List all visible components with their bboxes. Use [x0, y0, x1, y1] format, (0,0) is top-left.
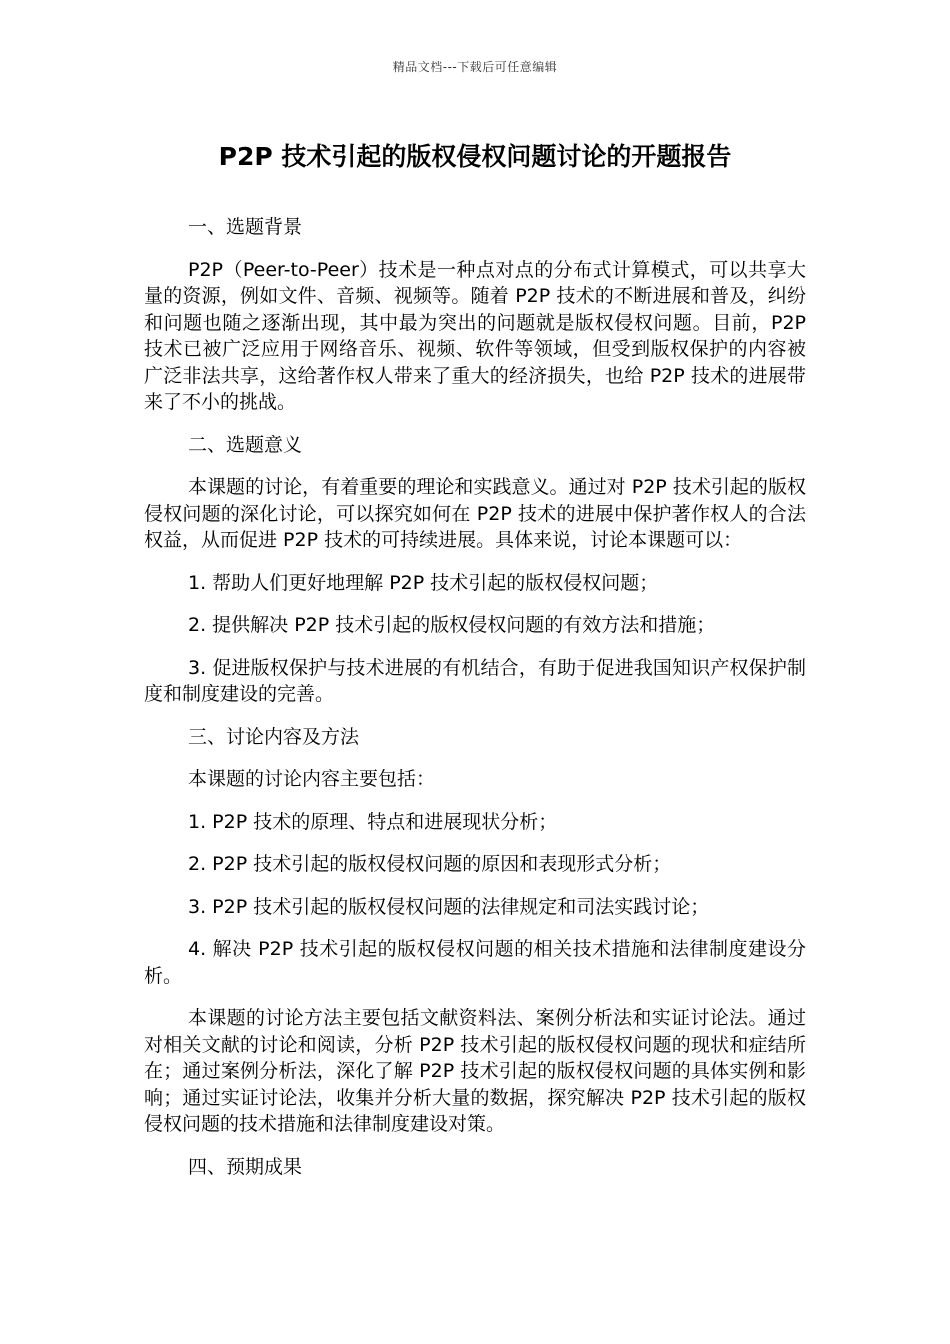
paragraph-significance: 本课题的讨论，有着重要的理论和实践意义。通过对 P2P 技术引起的版权侵权问题的深化讨论，可以探究如何在 P2P 技术的进展中保护著作权人的合法权益，从而促进 P2P 技术的可持续进展。具体来说，讨论本课题可以： — [144, 476, 806, 551]
list-item-content-1: 1. P2P 技术的原理、特点和进展现状分析； — [188, 810, 558, 833]
section-heading-significance: 二、选题意义 — [188, 433, 303, 456]
section-heading-background: 一、选题背景 — [188, 216, 303, 238]
list-item-content-4: 4. 解决 P2P 技术引起的版权侵权问题的相关技术措施和法律制度建设分析。 — [144, 938, 806, 987]
header-note: 精品文档---下载后可任意编辑 — [392, 60, 558, 74]
list-item-significance-2: 2. 提供解决 P2P 技术引起的版权侵权问题的有效方法和措施； — [188, 614, 716, 636]
document-body — [144, 214, 806, 1196]
list-item-content-2: 2. P2P 技术引起的版权侵权问题的原因和表现形式分析； — [188, 853, 672, 875]
list-item-content-3: 3. P2P 技术引起的版权侵权问题的法律规定和司法实践讨论； — [188, 895, 710, 918]
section-heading-content-methods: 三、讨论内容及方法 — [188, 725, 360, 748]
list-item-significance-1: 1. 帮助人们更好地理解 P2P 技术引起的版权侵权问题； — [188, 571, 659, 594]
paragraph-methods: 本课题的讨论方法主要包括文献资料法、案例分析法和实证讨论法。通过对相关文献的讨论和阅读，分析 P2P 技术引起的版权侵权问题的现状和症结所在；通过案例分析法，深化了解 P2P 技术引起的版权侵权问题的具体实例和影响；通过实证讨论法，收集并分析大量的数据，探究解决 P2P 技术引起的版权侵权问题的技术措施和法律制度建设对策。 — [144, 1007, 806, 1135]
section-heading-expected-results: 四、预期成果 — [188, 1155, 303, 1178]
paragraph-background: P2P（Peer-to-Peer）技术是一种点对点的分布式计算模式，可以共享大量的资源，例如文件、音频、视频等。随着 P2P 技术的不断进展和普及，纠纷和问题也随之逐渐出现，其中最为突出的问题就是版权侵权问题。目前，P2P 技术已被广泛应用于网络音乐、视频、软件等领域，但受到版权保护的内容被广泛非法共享，这给著作权人带来了重大的经济损失，也给 P2P 技术的进展带来了不小的挑战。 — [144, 258, 806, 413]
paragraph-content-intro: 本课题的讨论内容主要包括： — [188, 768, 436, 790]
list-item-significance-3: 3. 促进版权保护与技术进展的有机结合，有助于促进我国知识产权保护制度和制度建设的完善。 — [144, 656, 806, 705]
document-title: P2P 技术引起的版权侵权问题讨论的开题报告 — [218, 142, 732, 171]
